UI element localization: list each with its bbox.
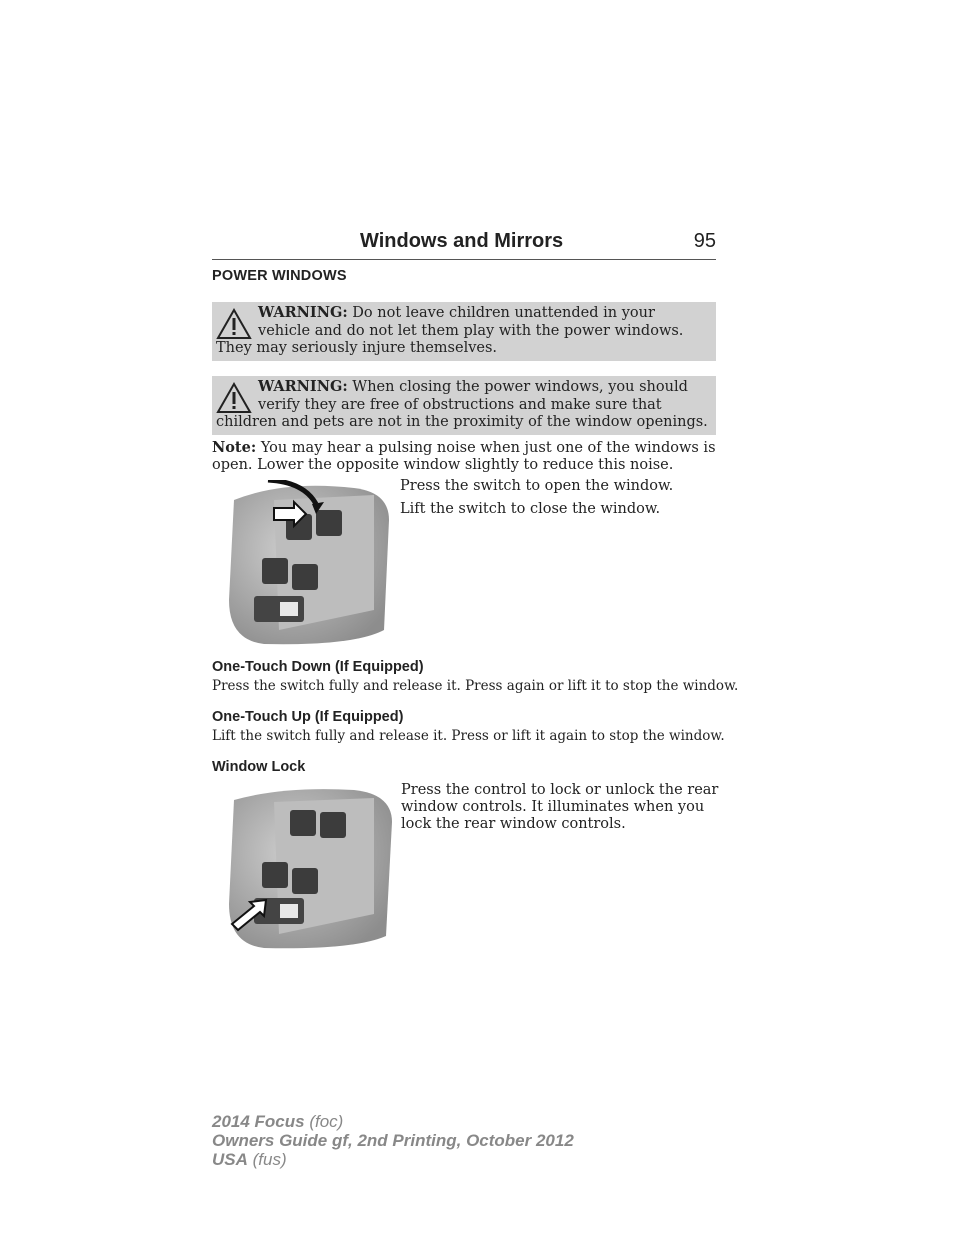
chapter-title: Windows and Mirrors bbox=[360, 230, 564, 252]
footer-region: USA bbox=[212, 1150, 248, 1169]
footer-region-code: (fus) bbox=[252, 1150, 287, 1169]
subheading-one-touch-up: One-Touch Up (If Equipped) bbox=[212, 709, 404, 725]
one-touch-down-text: Press the switch fully and release it. Press again or lift it to stop the window. bbox=[212, 678, 739, 694]
warning-label: WARNING: bbox=[258, 378, 348, 395]
subheading-window-lock: Window Lock bbox=[212, 759, 306, 775]
warning-box bbox=[212, 376, 716, 435]
window-lock-illustration bbox=[224, 786, 394, 950]
window-switch-illustration bbox=[224, 480, 392, 646]
instruction-open: Press the switch to open the window. bbox=[400, 478, 674, 494]
page-header bbox=[212, 228, 716, 260]
warning-text: Do not leave children unattended in your vehicle and do not let them play with the power windows. They may seriously injure themselves. bbox=[216, 305, 684, 356]
instruction-close: Lift the switch to close the window. bbox=[400, 501, 661, 517]
section-title: POWER WINDOWS bbox=[212, 268, 347, 284]
page-number: 95 bbox=[693, 230, 716, 252]
footer-model: 2014 Focus bbox=[212, 1112, 305, 1131]
note bbox=[212, 440, 716, 473]
warning-triangle-icon bbox=[216, 382, 252, 414]
window-lock-text: Press the control to lock or unlock the rear window controls. It illuminates when you lock the rear window controls. bbox=[401, 782, 719, 832]
footer-line-region bbox=[212, 1150, 574, 1169]
page-footer bbox=[212, 1112, 574, 1169]
note-text: You may hear a pulsing noise when just one of the windows is open. Lower the opposite window slightly to reduce this noise. bbox=[212, 440, 716, 473]
footer-line-guide: Owners Guide gf, 2nd Printing, October 2012 bbox=[212, 1131, 574, 1150]
one-touch-up-text: Lift the switch fully and release it. Press or lift it again to stop the window. bbox=[212, 728, 725, 744]
warning-box bbox=[212, 302, 716, 361]
footer-line-model bbox=[212, 1112, 574, 1131]
subheading-one-touch-down: One-Touch Down (If Equipped) bbox=[212, 659, 424, 675]
warning-label: WARNING: bbox=[258, 304, 348, 321]
warning-triangle-icon bbox=[216, 308, 252, 340]
warning-text: When closing the power windows, you should verify they are free of obstructions and make sure that children and pets are not in the proximity of the window openings. bbox=[216, 379, 708, 430]
footer-model-code: (foc) bbox=[309, 1112, 344, 1131]
note-label: Note: bbox=[212, 439, 257, 456]
